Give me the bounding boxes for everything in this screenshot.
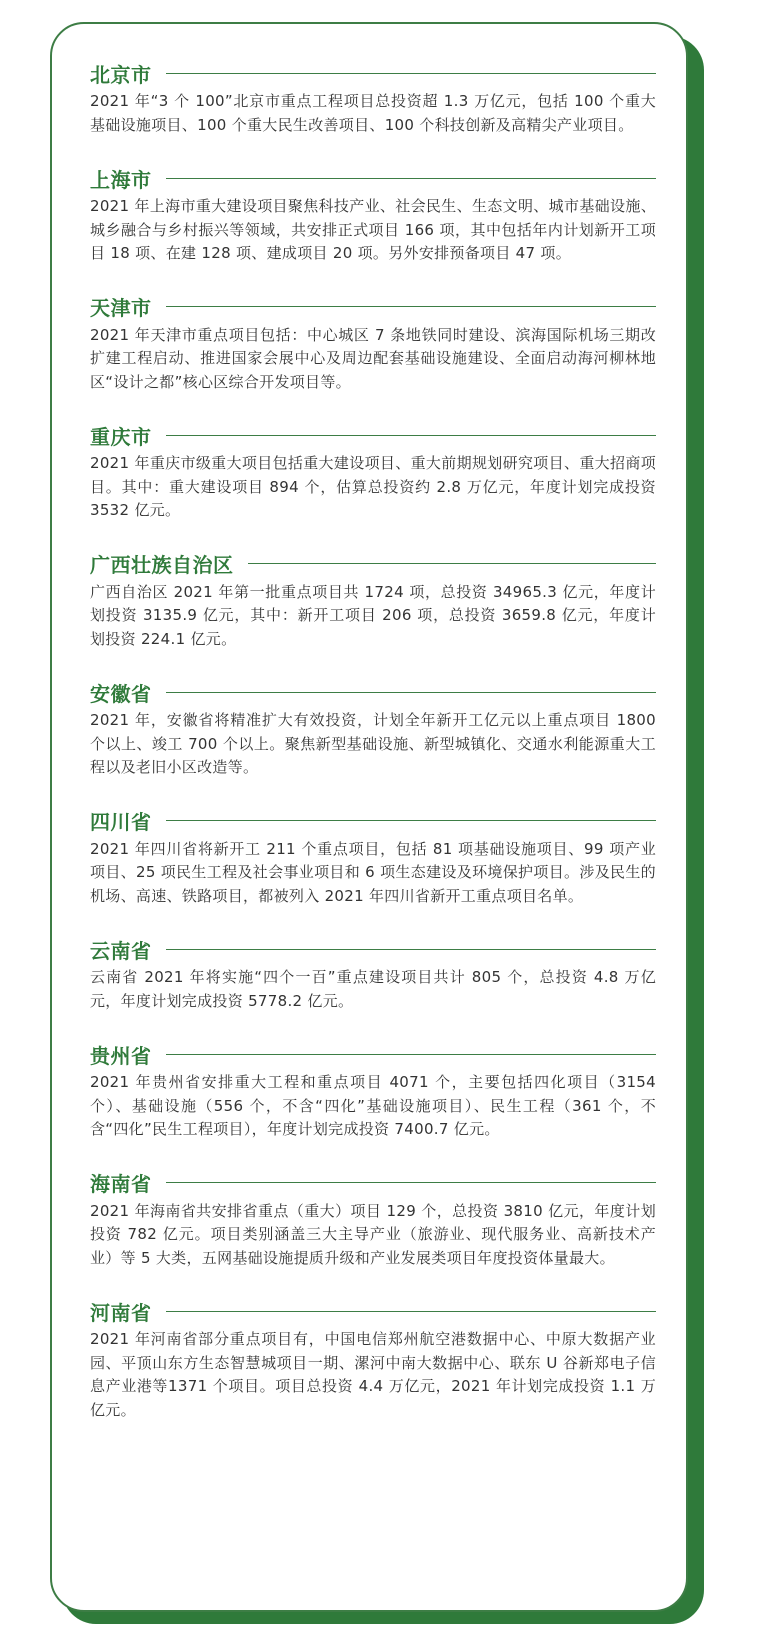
heading-divider — [166, 435, 657, 436]
section-shanghai — [90, 163, 656, 266]
section-body: 2021 年贵州省安排重大工程和重点项目 4071 个，主要包括四化项目（3154 个）、基础设施（556 个，不含“四化”基础设施项目）、民生工程（361 个，不含“四化”民生工程项目），年度计划完成投资 7400.7 亿元。 — [90, 1073, 656, 1138]
section-title: 贵州省 — [90, 1043, 152, 1068]
section-heading-row — [90, 420, 656, 450]
section-hainan — [90, 1168, 656, 1271]
section-heading-row — [90, 806, 656, 836]
section-henan — [90, 1296, 656, 1422]
section-body: 2021 年河南省部分重点项目有，中国电信郑州航空港数据中心、中原大数据产业园、平顶山东方生态智慧城项目一期、漯河中南大数据中心、联东 U 谷新郑电子信息产业港等1371 个项目。项目总投资 4.4 万亿元，2021 年计划完成投资 1.1 万亿元。 — [90, 1330, 656, 1419]
section-title: 河南省 — [90, 1300, 152, 1325]
heading-divider — [166, 692, 657, 693]
section-title: 四川省 — [90, 810, 152, 834]
section-body: 2021 年海南省共安排省重点（重大）项目 129 个，总投资 3810 亿元，年度计划投资 782 亿元。项目类别涵盖三大主导产业（旅游业、现代服务业、高新技术产业）等 5 大类，五网基础设施提质升级和产业发展类项目年度投资体量最大。 — [90, 1201, 656, 1267]
section-heading-row — [90, 1168, 656, 1198]
heading-divider — [166, 1054, 657, 1055]
section-title: 天津市 — [90, 296, 152, 320]
section-body: 2021 年重庆市级重大项目包括重大建设项目、重大前期规划研究项目、重大招商项目。其中：重大建设项目 894 个，估算总投资约 2.8 万亿元，年度计划完成投资 3532 亿元。 — [90, 454, 656, 519]
section-body: 2021 年“3 个 100”北京市重点工程项目总投资超 1.3 万亿元，包括 100 个重大基础设施项目、100 个重大民生改善项目、100 个科技创新及高精尖产业项目。 — [90, 92, 656, 134]
heading-divider — [166, 306, 657, 307]
section-body: 2021 年四川省将新开工 211 个重点项目，包括 81 项基础设施项目、99 项产业项目、25 项民生工程及社会事业项目和 6 项生态建设及环境保护项目。涉及民生的机场、高速、铁路项目，都被列入 2021 年四川省新开工重点项目名单。 — [90, 839, 656, 905]
section-body: 2021 年，安徽省将精准扩大有效投资，计划全年新开工亿元以上重点项目 1800 个以上、竣工 700 个以上。聚焦新型基础设施、新型城镇化、交通水利能源重大工程以及老旧小区改造等。 — [90, 711, 656, 776]
section-yunnan — [90, 934, 656, 1013]
section-heading-row — [90, 292, 656, 322]
section-heading-row — [90, 1296, 656, 1326]
heading-divider — [166, 1311, 657, 1312]
section-title: 海南省 — [90, 1172, 152, 1196]
section-chongqing — [90, 420, 656, 523]
sections-list — [90, 58, 656, 1422]
section-guangxi — [90, 549, 656, 652]
section-beijing — [90, 58, 656, 137]
section-title: 安徽省 — [90, 681, 152, 706]
heading-divider — [166, 1182, 657, 1183]
section-body: 2021 年天津市重点项目包括：中心城区 7 条地铁同时建设、滨海国际机场三期改扩建工程启动、推进国家会展中心及周边配套基础设施建设、全面启动海河柳林地区“设计之都”核心区综合开发项目等。 — [90, 325, 656, 391]
section-title: 广西壮族自治区 — [90, 553, 234, 577]
section-title: 北京市 — [90, 62, 152, 87]
heading-divider — [166, 820, 657, 821]
section-heading-row — [90, 934, 656, 964]
section-heading-row — [90, 163, 656, 193]
heading-divider — [166, 949, 657, 950]
section-heading-row — [90, 58, 656, 88]
heading-divider — [166, 73, 657, 74]
heading-divider — [248, 563, 657, 564]
section-body: 云南省 2021 年将实施“四个一百”重点建设项目共计 805 个，总投资 4.8 万亿元，年度计划完成投资 5778.2 亿元。 — [90, 968, 656, 1010]
section-tianjin — [90, 292, 656, 395]
section-heading-row — [90, 1039, 656, 1069]
section-title: 重庆市 — [90, 424, 152, 449]
section-heading-row — [90, 549, 656, 579]
section-title: 上海市 — [90, 167, 152, 192]
section-body: 广西自治区 2021 年第一批重点项目共 1724 项，总投资 34965.3 亿元，年度计划投资 3135.9 亿元，其中：新开工项目 206 项，总投资 3659.8 亿元，年度计划投资 224.1 亿元。 — [90, 582, 656, 648]
section-anhui — [90, 677, 656, 780]
content-card — [50, 22, 688, 1612]
section-body: 2021 年上海市重大建设项目聚焦科技产业、社会民生、生态文明、城市基础设施、城乡融合与乡村振兴等领域，共安排正式项目 166 项，其中包括年内计划新开工项目 18 项、在建 128 项、建成项目 20 项。另外安排预备项目 47 项。 — [90, 197, 656, 262]
section-guizhou — [90, 1039, 656, 1142]
section-title: 云南省 — [90, 938, 152, 963]
section-heading-row — [90, 677, 656, 707]
heading-divider — [166, 178, 657, 179]
section-sichuan — [90, 806, 656, 909]
